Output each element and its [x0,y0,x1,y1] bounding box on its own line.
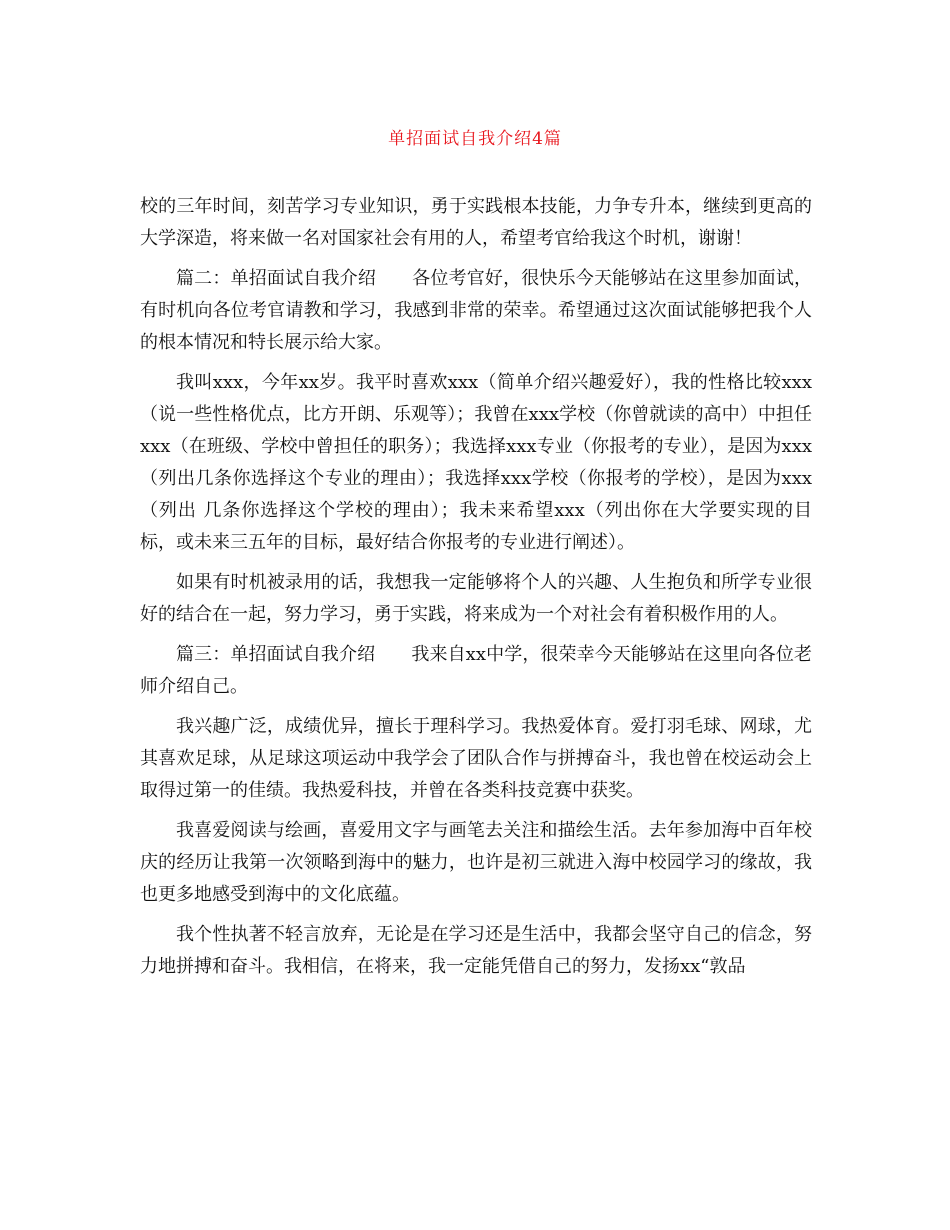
paragraph-text: 如果有时机被录用的话，我想我一定能够将个人的兴趣、人生抱负和所学专业很好的结合在一起，努力学习，勇于实践，将来成为一个对社会有着积极作用的人。 [140,572,812,625]
paragraph [140,711,812,807]
paragraph [140,567,812,631]
document-title: 单招面试自我介绍4篇 [388,129,562,149]
paragraph-text: 我兴趣广泛，成绩优异，擅长于理科学习。我热爱体育。爱打羽毛球、网球，尤其喜欢足球，从足球这项运动中我学会了团队合作与拼搏奋斗，我也曾在校运动会上取得过第一的佳绩。我热爱科技，并曾在各类科技竞赛中获奖。 [140,716,812,801]
paragraph-text: 我喜爱阅读与绘画，喜爱用文字与画笔去关注和描绘生活。去年参加海中百年校庆的经历让我第一次领略到海中的魅力，也许是初三就进入海中校园学习的缘故，我也更多地感受到海中的文化底蕴。 [140,820,812,905]
paragraph [140,919,812,983]
paragraph-text: 我来自xx中学，很荣幸今天能够站在这里向各位老师介绍自己。 [140,644,812,697]
section-heading: 篇三：单招面试自我介绍 [176,644,376,665]
document-body [140,191,812,991]
paragraph-text: 我叫xxx，今年xx岁。我平时喜欢xxx（简单介绍兴趣爱好），我的性格比较xxx（说一些性格优点，比方开朗、乐观等）；我曾在xxx学校（你曾就读的高中）中担任xxx（在班级、学校中曾担任的职务）；我选择xxx专业（你报考的专业），是因为xxx（列出几条你选择这个专业的理由）；我选择xxx学校（你报考的学校），是因为xxx（列出 几条你选择这个学校的理由）；我未来希望xxx（列出你在大学要实现的目标，或未来三五年的目标，最好结合你报考的专业进行阐述）。 [140,372,812,553]
paragraph-text: 我个性执著不轻言放弃，无论是在学习还是生活中，我都会坚守自己的信念，努力地拼搏和奋斗。我相信，在将来，我一定能凭借自己的努力，发扬xx“敦品 [140,924,812,977]
section-heading: 篇二：单招面试自我介绍 [176,268,376,289]
paragraph [140,639,812,703]
paragraph [140,191,812,255]
paragraph-text: 各位考官好，很快乐今天能够站在这里参加面试，有时机向各位考官请教和学习，我感到非常的荣幸。希望通过这次面试能够把我个人的根本情况和特长展示给大家。 [140,268,812,353]
paragraph [140,367,812,559]
paragraph [140,263,812,359]
paragraph [140,815,812,911]
paragraph-text: 校的三年时间，刻苦学习专业知识，勇于实践根本技能，力争专升本，继续到更高的大学深造，将来做一名对国家社会有用的人，希望考官给我这个时机，谢谢！ [140,196,812,249]
